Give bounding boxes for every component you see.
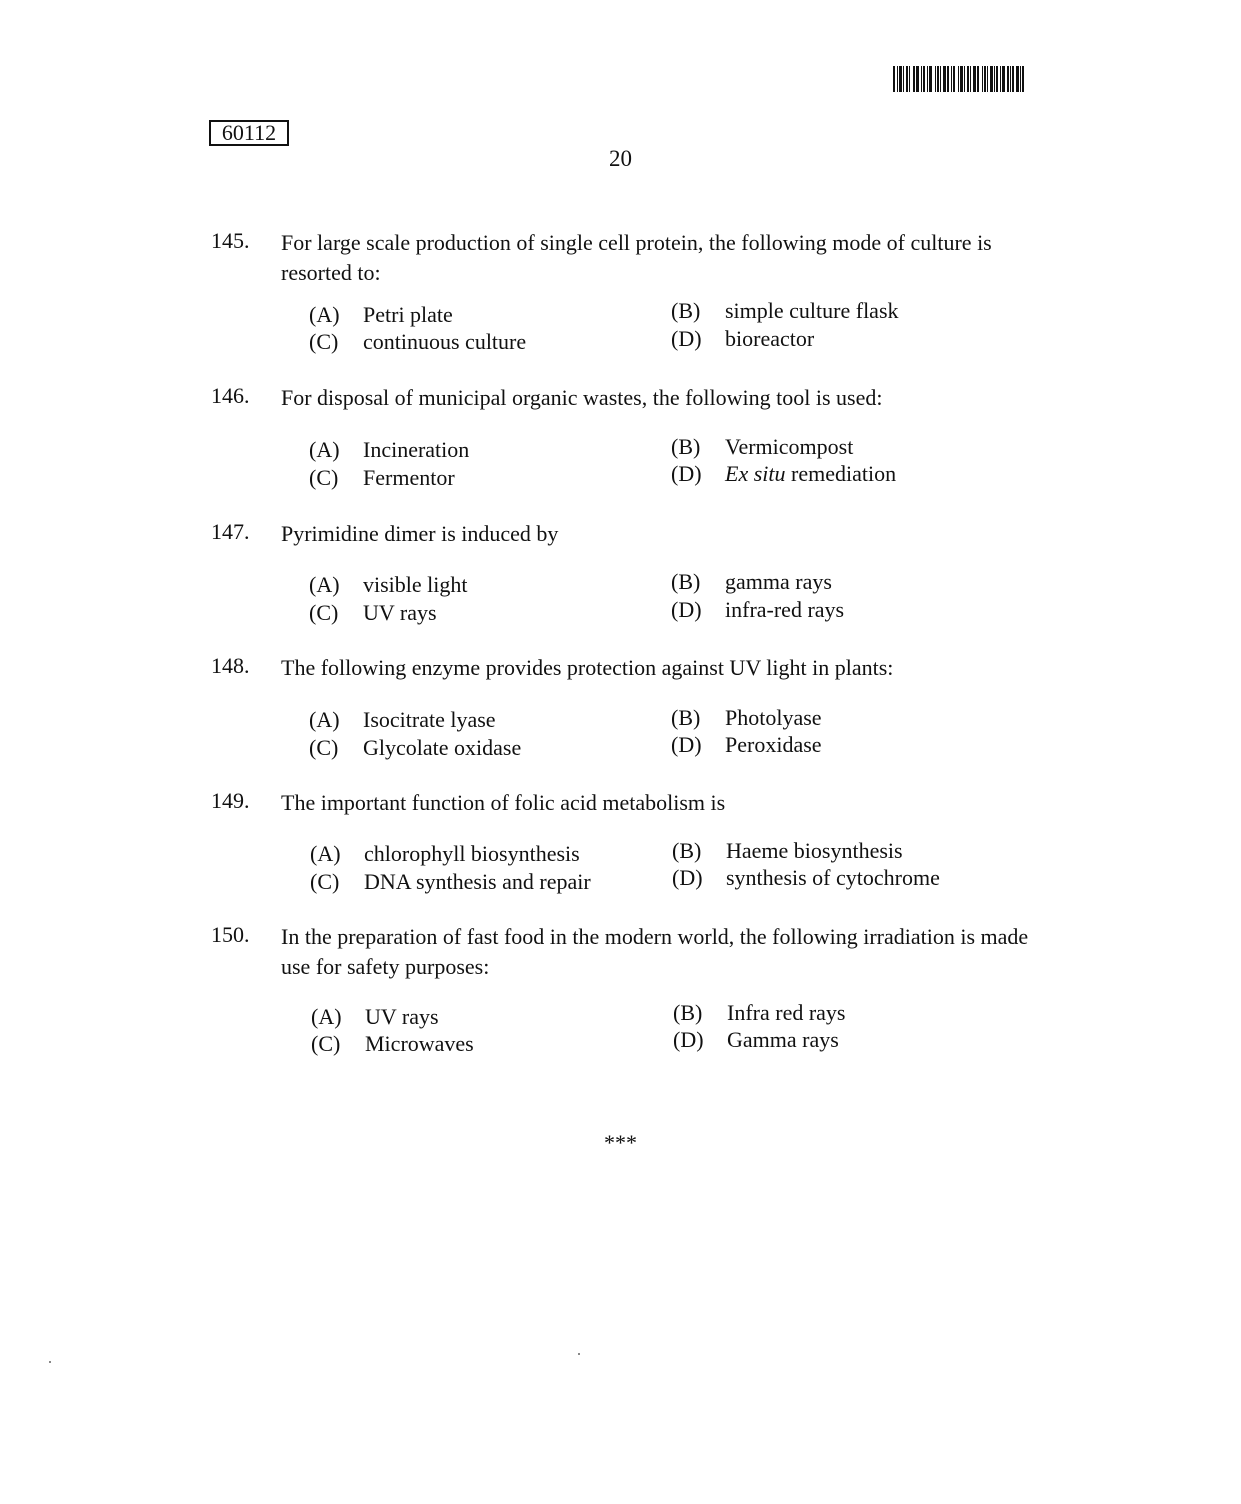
option-d: (D) Ex situ remediation xyxy=(671,461,897,486)
option-d: (D) bioreactor xyxy=(671,326,815,351)
question-number: 150. xyxy=(211,922,250,947)
question-text: The important function of folic acid metabolism is xyxy=(281,790,726,815)
scan-speck xyxy=(49,1361,51,1363)
option-c: (C) Microwaves xyxy=(311,1031,474,1056)
question-text: In the preparation of fast food in the modern world, the following irradiation is made use for safety purposes: xyxy=(281,924,1029,979)
option-a: (A) visible light xyxy=(309,572,468,597)
question-150 xyxy=(211,922,1041,992)
option-c: (C) DNA synthesis and repair xyxy=(310,869,591,894)
option-b: (B) simple culture flask xyxy=(671,298,899,323)
option-c: (C) UV rays xyxy=(309,600,437,625)
question-number: 149. xyxy=(211,788,250,813)
option-d: (D) infra-red rays xyxy=(671,597,845,622)
question-146 xyxy=(211,383,1041,423)
question-number: 147. xyxy=(211,519,250,544)
option-a: (A) chlorophyll biosynthesis xyxy=(310,841,580,866)
option-d: (D) synthesis of cytochrome xyxy=(672,865,940,890)
option-b: (B) Infra red rays xyxy=(673,1000,846,1025)
option-c: (C) Fermentor xyxy=(309,465,455,490)
option-a: (A) UV rays xyxy=(311,1004,439,1029)
question-text: For disposal of municipal organic wastes, the following tool is used: xyxy=(281,385,883,410)
option-a: (A) Isocitrate lyase xyxy=(309,707,496,732)
question-text: For large scale production of single cell protein, the following mode of culture is resorted to: xyxy=(281,230,992,285)
question-text: Pyrimidine dimer is induced by xyxy=(281,521,559,546)
question-text: The following enzyme provides protection against UV light in plants: xyxy=(281,655,894,680)
question-number: 145. xyxy=(211,228,250,253)
option-c: (C) Glycolate oxidase xyxy=(309,735,522,760)
barcode xyxy=(893,66,1049,92)
option-a: (A) Petri plate xyxy=(309,302,453,327)
question-number: 146. xyxy=(211,383,250,408)
paper-code: 60112 xyxy=(209,120,289,146)
option-d: (D) Gamma rays xyxy=(673,1027,839,1052)
option-b: (B) Vermicompost xyxy=(671,434,854,459)
option-a: (A) Incineration xyxy=(309,437,470,462)
page-number: 20 xyxy=(609,146,632,171)
option-d: (D) Peroxidase xyxy=(671,732,822,757)
question-number: 148. xyxy=(211,653,250,678)
end-mark: *** xyxy=(604,1130,637,1155)
question-147 xyxy=(211,519,1041,559)
option-b: (B) Haeme biosynthesis xyxy=(672,838,903,863)
scan-speck xyxy=(578,1353,580,1355)
question-148 xyxy=(211,653,1041,693)
option-c: (C) continuous culture xyxy=(309,329,527,354)
option-b: (B) gamma rays xyxy=(671,569,832,594)
option-b: (B) Photolyase xyxy=(671,705,822,730)
question-149 xyxy=(211,788,1041,828)
